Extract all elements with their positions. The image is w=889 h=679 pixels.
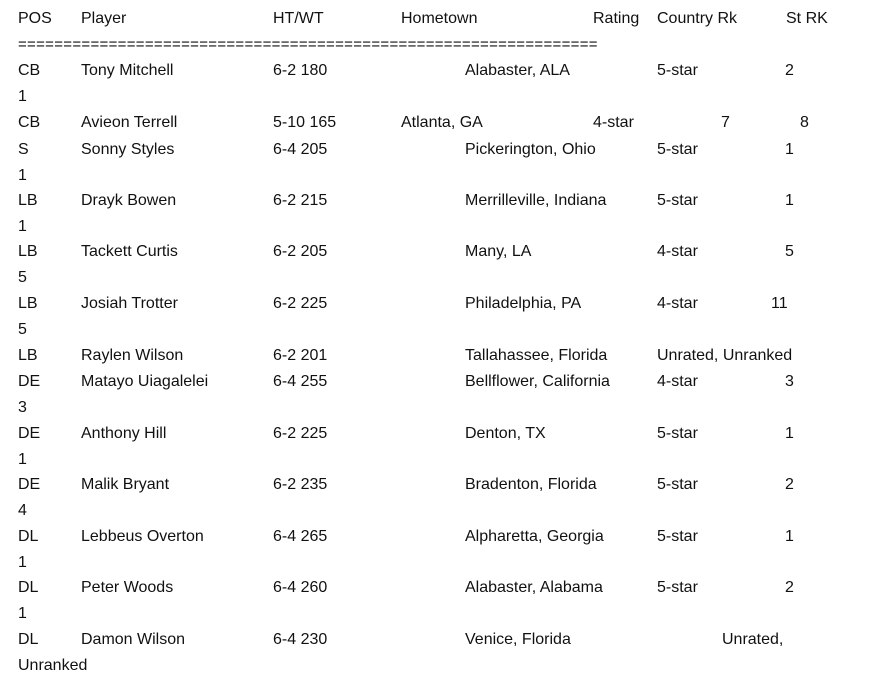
- row-country-rk: 5: [785, 243, 794, 260]
- row-pos: DE: [18, 476, 41, 493]
- row-rating: 5-star: [657, 192, 698, 209]
- row-st-rk: 1: [18, 605, 27, 622]
- row-rating: Unrated,: [722, 631, 784, 648]
- row-htwt: 6-2 235: [273, 476, 328, 493]
- row-rating: 5-star: [657, 476, 698, 493]
- row-country-rk: 1: [785, 192, 794, 209]
- row-st-rk: Unranked: [18, 657, 88, 674]
- row-htwt: 6-4 260: [273, 579, 328, 596]
- row-pos: LB: [18, 295, 38, 312]
- header-player: Player: [81, 10, 127, 27]
- row-player: Peter Woods: [81, 579, 174, 596]
- row-pos: LB: [18, 347, 38, 364]
- header-separator: ================================================================: [18, 36, 598, 53]
- row-st-rk: 5: [18, 269, 27, 286]
- row-hometown: Denton, TX: [465, 425, 546, 442]
- row-rating: 5-star: [657, 425, 698, 442]
- row-hometown: Many, LA: [465, 243, 532, 260]
- row-country-rk: 1: [785, 141, 794, 158]
- row-hometown: Philadelphia, PA: [465, 295, 582, 312]
- row-hometown: Bradenton, Florida: [465, 476, 597, 493]
- header-htwt: HT/WT: [273, 10, 324, 27]
- row-country-rk: 2: [785, 62, 794, 79]
- row-htwt: 6-4 205: [273, 141, 328, 158]
- row-st-rk: 1: [18, 167, 27, 184]
- row-hometown: Alpharetta, Georgia: [465, 528, 604, 545]
- row-player: Lebbeus Overton: [81, 528, 204, 545]
- row-pos: LB: [18, 243, 38, 260]
- row-rating: 5-star: [657, 528, 698, 545]
- row-rating: 5-star: [657, 141, 698, 158]
- row-rating: 4-star: [657, 373, 698, 390]
- row-player: Sonny Styles: [81, 141, 175, 158]
- row-htwt: 6-2 180: [273, 62, 328, 79]
- row-pos: DL: [18, 579, 39, 596]
- row-player: Malik Bryant: [81, 476, 170, 493]
- row-rating: 5-star: [657, 579, 698, 596]
- row-st-rk: 1: [18, 554, 27, 571]
- row-country-rk: 7: [721, 114, 730, 131]
- row-pos: DL: [18, 528, 39, 545]
- row-rating: 4-star: [593, 114, 634, 131]
- row-st-rk: 4: [18, 502, 27, 519]
- row-player: Tony Mitchell: [81, 62, 174, 79]
- row-st-rk: 5: [18, 321, 27, 338]
- row-rating: 4-star: [657, 295, 698, 312]
- row-country-rk: 2: [785, 579, 794, 596]
- row-htwt: 5-10 165: [273, 114, 337, 131]
- row-player: Damon Wilson: [81, 631, 186, 648]
- header-country-rk: Country Rk: [657, 10, 738, 27]
- row-player: Raylen Wilson: [81, 347, 184, 364]
- row-country-rk: 3: [785, 373, 794, 390]
- row-pos: DL: [18, 631, 39, 648]
- header-pos: POS: [18, 10, 52, 27]
- row-htwt: 6-2 215: [273, 192, 328, 209]
- row-hometown: Merrilleville, Indiana: [465, 192, 607, 209]
- row-country-rk: 1: [785, 528, 794, 545]
- row-hometown: Pickerington, Ohio: [465, 141, 596, 158]
- row-player: Anthony Hill: [81, 425, 167, 442]
- row-player: Drayk Bowen: [81, 192, 177, 209]
- row-country-rk: 11: [771, 295, 788, 312]
- row-htwt: 6-2 205: [273, 243, 328, 260]
- row-rating: 5-star: [657, 62, 698, 79]
- row-hometown: Tallahassee, Florida: [465, 347, 608, 364]
- row-player: Matayo Uiagalelei: [81, 373, 209, 390]
- row-st-rk: 8: [800, 114, 809, 131]
- header-st-rk: St RK: [786, 10, 828, 27]
- row-htwt: 6-4 230: [273, 631, 328, 648]
- row-pos: LB: [18, 192, 38, 209]
- row-pos: S: [18, 141, 29, 158]
- row-pos: CB: [18, 114, 41, 131]
- header-hometown: Hometown: [401, 10, 478, 27]
- row-rating: 4-star: [657, 243, 698, 260]
- row-hometown: Alabaster, ALA: [465, 62, 570, 79]
- row-htwt: 6-2 225: [273, 425, 328, 442]
- row-pos: DE: [18, 373, 41, 390]
- row-pos: DE: [18, 425, 41, 442]
- row-hometown: Alabaster, Alabama: [465, 579, 603, 596]
- row-htwt: 6-2 225: [273, 295, 328, 312]
- row-player: Avieon Terrell: [81, 114, 178, 131]
- row-st-rk: 1: [18, 451, 27, 468]
- row-htwt: 6-4 255: [273, 373, 328, 390]
- row-st-rk: 1: [18, 218, 27, 235]
- row-htwt: 6-2 201: [273, 347, 328, 364]
- row-hometown: Bellflower, California: [465, 373, 610, 390]
- row-pos: CB: [18, 62, 41, 79]
- row-hometown: Venice, Florida: [465, 631, 571, 648]
- header-rating: Rating: [593, 10, 640, 27]
- row-player: Josiah Trotter: [81, 295, 178, 312]
- row-htwt: 6-4 265: [273, 528, 328, 545]
- row-st-rk: 3: [18, 399, 27, 416]
- row-st-rk: 1: [18, 88, 27, 105]
- row-hometown: Atlanta, GA: [401, 114, 483, 131]
- row-country-rk: 2: [785, 476, 794, 493]
- row-player: Tackett Curtis: [81, 243, 178, 260]
- row-country-rk: 1: [785, 425, 794, 442]
- row-rating: Unrated, Unranked: [657, 347, 793, 364]
